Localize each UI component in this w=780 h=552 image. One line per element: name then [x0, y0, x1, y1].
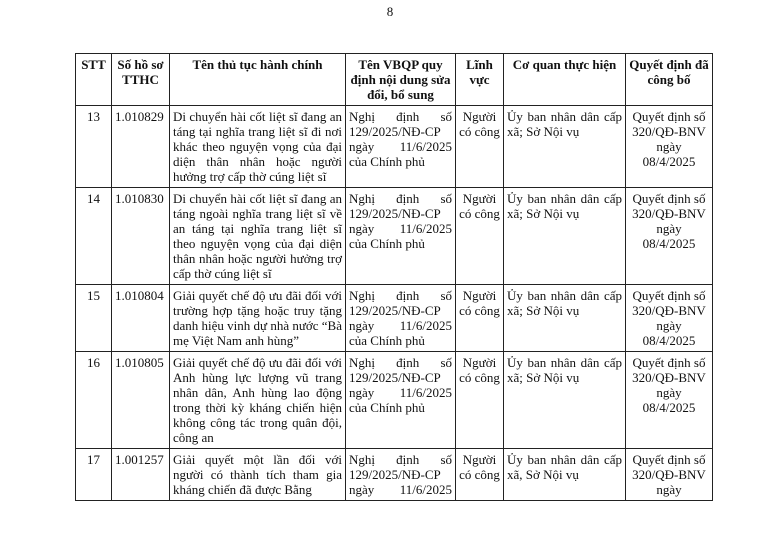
- cell-agency: Ủy ban nhân dân cấp xã; Sở Nội vụ: [504, 106, 626, 188]
- cell-legal-doc: Nghị định số 129/2025/NĐ-CP ngày 11/6/2025 của Chính phủ: [346, 188, 456, 285]
- procedures-table: [75, 53, 713, 501]
- table-row: [76, 106, 713, 188]
- cell-agency: Ủy ban nhân dân cấp xã; Sở Nội vụ: [504, 188, 626, 285]
- cell-legal-doc: Nghị định số 129/2025/NĐ-CP ngày 11/6/2025 của Chính phủ: [346, 106, 456, 188]
- cell-code: 1.001257: [112, 449, 170, 501]
- cell-legal-doc: Nghị định số 129/2025/NĐ-CP ngày 11/6/2025 của Chính phủ: [346, 285, 456, 352]
- cell-field: Người có công: [456, 285, 504, 352]
- cell-field: Người có công: [456, 188, 504, 285]
- cell-decision: Quyết định số 320/QĐ-BNV ngày 08/4/2025: [626, 106, 713, 188]
- cell-procedure-name: Giải quyết một lần đối với người có thành tích tham gia kháng chiến đã được Bằng: [170, 449, 346, 501]
- header-field: Lĩnh vực: [456, 54, 504, 106]
- header-decision: Quyết định đã công bố: [626, 54, 713, 106]
- table-row: [76, 449, 713, 501]
- cell-field: Người có công: [456, 352, 504, 449]
- cell-code: 1.010805: [112, 352, 170, 449]
- cell-stt: 17: [76, 449, 112, 501]
- header-legal-doc: Tên VBQP quy định nội dung sửa đổi, bổ sung: [346, 54, 456, 106]
- cell-agency: Ủy ban nhân dân cấp xã; Sở Nội vụ: [504, 285, 626, 352]
- cell-procedure-name: Di chuyển hài cốt liệt sĩ đang an táng tại nghĩa trang liệt sĩ đi nơi khác theo nguyện vọng của đại diện thân nhân hoặc người hưởng trợ cấp thờ cúng liệt sĩ: [170, 106, 346, 188]
- cell-legal-doc: Nghị định số 129/2025/NĐ-CP ngày 11/6/2025: [346, 449, 456, 501]
- cell-decision: Quyết định số 320/QĐ-BNV ngày 08/4/2025: [626, 352, 713, 449]
- table-row: [76, 188, 713, 285]
- cell-decision: Quyết định số 320/QĐ-BNV ngày 08/4/2025: [626, 188, 713, 285]
- cell-stt: 15: [76, 285, 112, 352]
- cell-code: 1.010829: [112, 106, 170, 188]
- cell-legal-doc: Nghị định số 129/2025/NĐ-CP ngày 11/6/2025 của Chính phủ: [346, 352, 456, 449]
- table-row: [76, 352, 713, 449]
- header-agency: Cơ quan thực hiện: [504, 54, 626, 106]
- cell-code: 1.010830: [112, 188, 170, 285]
- table-row: [76, 285, 713, 352]
- cell-procedure-name: Giải quyết chế độ ưu đãi đối với trường hợp tặng hoặc truy tặng danh hiệu vinh dự nhà nước “Bà mẹ Việt Nam anh hùng”: [170, 285, 346, 352]
- header-row: [76, 54, 713, 106]
- cell-agency: Ủy ban nhân dân cấp xã, Sở Nội vụ: [504, 449, 626, 501]
- cell-stt: 14: [76, 188, 112, 285]
- page-number: 8: [386, 4, 394, 19]
- cell-procedure-name: Giải quyết chế độ ưu đãi đối với Anh hùng lực lượng vũ trang nhân dân, Anh hùng lao động trong thời kỳ kháng chiến hiện không công tác trong quân đội, công an: [170, 352, 346, 449]
- cell-agency: Ủy ban nhân dân cấp xã; Sở Nội vụ: [504, 352, 626, 449]
- header-code: Số hồ sơ TTHC: [112, 54, 170, 106]
- cell-decision: Quyết định số 320/QĐ-BNV ngày: [626, 449, 713, 501]
- cell-stt: 16: [76, 352, 112, 449]
- header-stt: STT: [76, 54, 112, 106]
- cell-field: Người có công: [456, 106, 504, 188]
- cell-decision: Quyết định số 320/QĐ-BNV ngày 08/4/2025: [626, 285, 713, 352]
- cell-stt: 13: [76, 106, 112, 188]
- cell-field: Người có công: [456, 449, 504, 501]
- cell-procedure-name: Di chuyển hài cốt liệt sĩ đang an táng ngoài nghĩa trang liệt sĩ về an táng tại nghĩa trang liệt sĩ theo nguyện vọng của đại diện thân nhân hoặc người hưởng trợ cấp thờ cúng liệt sĩ: [170, 188, 346, 285]
- cell-code: 1.010804: [112, 285, 170, 352]
- header-name: Tên thủ tục hành chính: [170, 54, 346, 106]
